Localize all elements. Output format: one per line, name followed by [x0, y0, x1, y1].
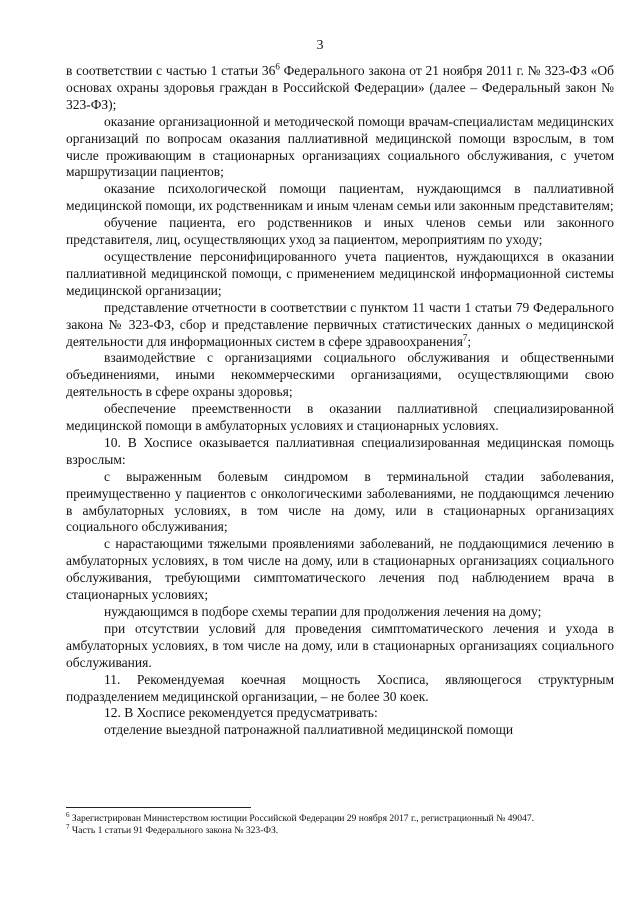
footnote-mark: 6: [66, 810, 70, 819]
paragraph: при отсутствии условий для проведения симптоматического лечения и ухода в амбулаторных условиях, в том числе на дому, или в стационарных организациях социального обслуживания.: [66, 620, 614, 670]
paragraph: обеспечение преемственности в оказании паллиативной специализированной медицинской помощи в амбулаторных условиях и стационарных условиях.: [66, 401, 614, 434]
section-10: 10. В Хосписе оказывается паллиативная специализированная медицинская помощь взрослым:: [66, 434, 614, 467]
footnote-ref[interactable]: 6: [275, 61, 280, 72]
footnote-ref[interactable]: 7: [462, 332, 468, 342]
paragraph: отделение выездной патронажной паллиативной медицинской помощи: [104, 722, 514, 738]
paragraph: с выраженным болевым синдромом в терминальной стадии заболевания, преимущественно у пациентов с онкологическими заболеваниями, не поддающимся лечению в амбулаторных условиях, в том числе на дому, или в стационарных организациях социального обслуживания;: [66, 468, 614, 535]
paragraph: в соответствии с частью 1 статьи $36^6$ Федерального закона от 21 ноября 2011 г. № 323-ФЗ «Об основах охраны здоровья граждан в Российской Федерации» (далее – Федеральный закон № 323-ФЗ);: [66, 61, 614, 112]
footnote-separator: [66, 807, 251, 808]
paragraph: представление отчетности в соответствии с пунктом 11 части 1 статьи 79 Федерального закона № 323-ФЗ, сбор и представление первичных статистических данных о медицинской деятельности для информационных систем в сфере здравоохранения$^7$;: [66, 299, 614, 349]
footnotes: [66, 810, 614, 836]
paragraph: обучение пациента, его родственников и иных членов семьи или законного представителя, лиц, осуществляющих уход за пациентом, мероприятиям по уходу;: [66, 215, 614, 248]
paragraph: взаимодействие с организациями социального обслуживания и общественными объединениями, иными некоммерческими организациями, осуществляющими свою деятельность в сфере охраны здоровья;: [66, 350, 614, 400]
footnote-mark: 7: [66, 822, 70, 831]
section-11: 11. Рекомендуемая коечная мощность Хосписа, являющегося структурным подразделением медицинской организации, – не более 30 коек.: [66, 671, 614, 704]
paragraph: оказание психологической помощи пациентам, нуждающимся в паллиативной медицинской помощи, их родственникам и иным членам семьи или законным представителям;: [66, 181, 614, 214]
section-12: 12. В Хосписе рекомендуется предусматривать:: [104, 705, 378, 721]
paragraph: нуждающимся в подборе схемы терапии для продолжения лечения на дому;: [104, 604, 542, 619]
footnote: $^6$ Зарегистрирован Министерством юстиции Российской Федерации 29 ноября 2017 г., регистрационный № 49047.: [66, 810, 535, 824]
footnote: $^7$ Часть 1 статьи 91 Федерального закона № 323-ФЗ.: [66, 822, 279, 836]
paragraph: с нарастающими тяжелыми проявлениями заболеваний, не поддающимися лечению в амбулаторных условиях, в том числе на дому, или в стационарных организациях социального обслуживания, требующими симптоматического лечения под наблюдением врача в стационарных условиях;: [66, 536, 614, 603]
paragraph: осуществление персонифицированного учета пациентов, нуждающихся в оказании паллиативной медицинской помощи, с применением медицинской информационной системы медицинской организации;: [66, 248, 614, 298]
page-number: 3: [316, 38, 324, 53]
paragraph: оказание организационной и методической помощи врачам-специалистам медицинских организаций по вопросам оказания паллиативной медицинской помощи взрослым, в том числе проживающим в стационарных организациях социального обслуживания, с учетом маршрутизации пациентов;: [66, 113, 614, 180]
document-body: [66, 63, 614, 739]
